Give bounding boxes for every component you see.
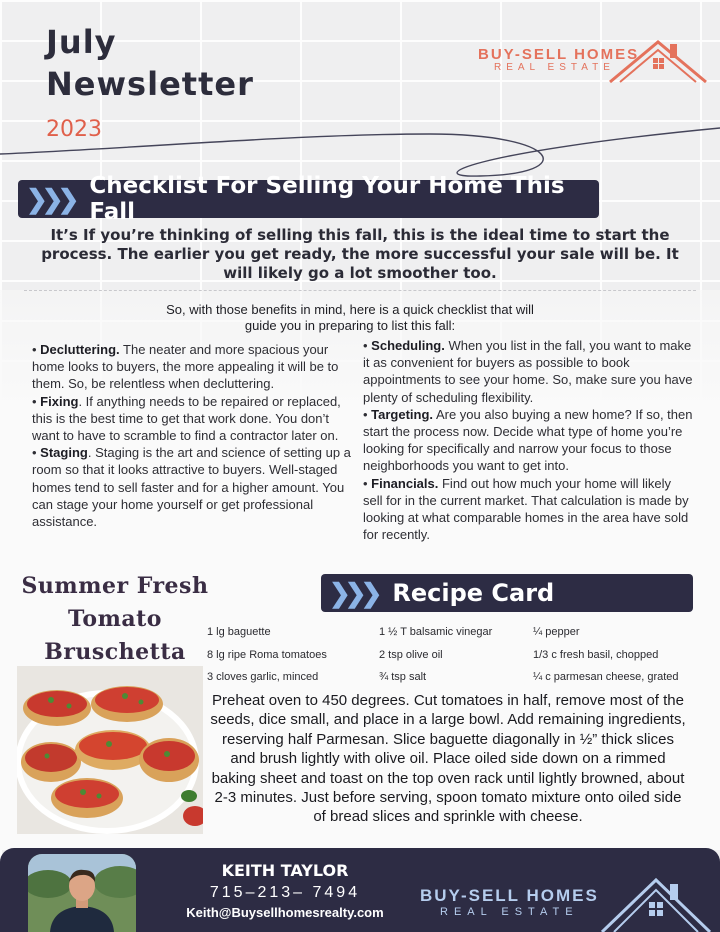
- checklist-column-right: [363, 337, 693, 543]
- ingredient: 1/3 c fresh basil, chopped: [533, 648, 659, 661]
- newsletter-header: [46, 22, 254, 148]
- item-label: Scheduling.: [371, 338, 445, 353]
- item-text: When you list in the fall, you want to make it as convenient for buyers as possible to book appointments to see your home. So, make sure you have plenty of scheduling flexibility.: [363, 338, 693, 405]
- double-chevron-right-icon: ❯❯❯: [26, 184, 74, 214]
- agent-name: KEITH TAYLOR: [221, 861, 349, 880]
- lead-line-2: guide you in preparing to list this fall:: [244, 318, 456, 333]
- divider: [24, 290, 696, 291]
- recipe-heading: Recipe Card: [392, 579, 555, 607]
- ingredient: 2 tsp olive oil: [379, 648, 443, 661]
- checklist-item: • Financials. Find out how much your home will likely sell for in the current market. That calculation is made by looking at what comparable homes in the area have sold for recently.: [363, 475, 689, 543]
- checklist-item: • Decluttering. The neater and more spacious your home looks to buyers, the more appealing it will be to them. So, be relentless when decluttering.: [32, 342, 339, 392]
- checklist-item: • Scheduling. When you list in the fall, you want to make it as convenient for buyers as possible to book appointments to see your home. So, make sure you have plenty of scheduling flexibility.: [363, 338, 693, 405]
- checklist-item: • Fixing. If anything needs to be repaired or replaced, this is the best time to get that work done. You don’t want to have to scramble to find a contractor later on.: [32, 393, 341, 444]
- ingredient: 8 lg ripe Roma tomatoes: [207, 648, 327, 661]
- brand-name: BUY-SELL HOMES: [420, 886, 599, 905]
- agent-phone[interactable]: 715–213– 7494: [209, 884, 361, 901]
- ingredient: 3 cloves garlic, minced: [207, 671, 319, 683]
- brand-tagline: REAL ESTATE: [440, 906, 579, 918]
- brand-logo-top: [478, 40, 714, 90]
- checklist-banner: [18, 173, 599, 225]
- header-title: Newsletter: [46, 65, 254, 103]
- checklist-intro: It’s If you’re thinking of selling this fall, this is the ideal time to start the process. The earlier you get ready, the more successful your sale will be. It will likely go a lot smoother too.: [41, 226, 679, 282]
- house-roof-icon: [606, 36, 714, 86]
- agent-avatar: [28, 854, 136, 932]
- header-year: 2023: [46, 117, 102, 142]
- checklist-heading: Checklist For Selling Your Home This Fall: [89, 173, 565, 225]
- bruschetta-photo: [17, 666, 203, 834]
- ingredient: 1 lg baguette: [207, 626, 271, 638]
- recipe-title-line: Summer Fresh: [21, 573, 209, 599]
- brand-tagline: REAL ESTATE: [494, 62, 615, 73]
- item-text: . Staging is the art and science of setting up a room so that it looks attractive to buyers. Well-staged homes tend to sell faster and for a higher amount. You can stage your home yourself or get professional assistance.: [32, 445, 351, 530]
- recipe-title-line: Tomato: [68, 606, 162, 632]
- recipe-instructions: Preheat oven to 450 degrees. Cut tomatoes in half, remove most of the seeds, dice small, and place in a large bowl. Add remaining ingredients, reserving half Parmesan. Slice baguette diagonally in ½” thick slices and brush lightly with olive oil. Place oiled side down on a rimmed baking sheet and toast on the top oven rack until lightly browned, about 2-3 minutes. Just before serving, spoon tomato mixture onto oiled side of bread slices and sprinkle with cheese.: [210, 692, 686, 826]
- ingredient: ¾ tsp salt: [379, 671, 427, 683]
- agent-email[interactable]: Keith@Buysellhomesrealty.com: [186, 905, 384, 920]
- recipe-banner: [321, 574, 693, 612]
- lead-line-1: So, with those benefits in mind, here is a quick checklist that will: [166, 302, 534, 317]
- item-text: Are you also buying a new home? If so, then start the process now. Decide what type of home you’re looking for specifically and narrow your focus to those neighborhoods you want to get into.: [363, 406, 693, 474]
- recipe-title-line: Bruschetta: [44, 639, 186, 665]
- ingredients-column-3: [533, 621, 679, 689]
- brand-name: BUY-SELL HOMES: [478, 46, 640, 63]
- item-text: The neater and more spacious your home looks to buyers, the more appealing it will be to them. So, be relentless when decluttering.: [32, 342, 339, 392]
- ingredients-column-2: [379, 621, 492, 689]
- ingredient: ¼ pepper: [533, 626, 580, 638]
- item-label: Decluttering.: [40, 342, 120, 357]
- checklist-item: • Staging. Staging is the art and science of setting up a room so that it looks attractive to buyers. Well-staged homes tend to sell faster and for a higher amount. You can stage your home yourself or get professional assistance.: [32, 445, 351, 530]
- checklist-item: • Targeting. Are you also buying a new home? If so, then start the process now. Decide what type of home you’re looking for specifically and narrow your focus to those neighborhoods you want to get into.: [363, 406, 693, 474]
- recipe-title: [20, 570, 210, 669]
- checklist-lead: [140, 302, 560, 334]
- item-label: Fixing: [40, 393, 79, 409]
- item-text: . If anything needs to be repaired or replaced, this is the best time to get that work done. You don’t want to have to scramble to find a contractor later on.: [32, 393, 341, 444]
- checklist-column-left: [32, 341, 352, 530]
- header-month: July: [46, 23, 117, 61]
- item-text: Find out how much your home will likely sell for in the current market. That calculation is made by looking at what comparable homes in the area have sold for recently.: [363, 475, 689, 543]
- item-label: Targeting.: [371, 406, 434, 422]
- agent-contact: [170, 860, 400, 922]
- ingredient: 1 ½ T balsamic vinegar: [379, 626, 493, 638]
- item-label: Staging: [40, 445, 88, 461]
- ingredient: ¼ c parmesan cheese, grated: [533, 671, 679, 683]
- item-label: Financials.: [371, 475, 439, 491]
- brand-logo-footer: [420, 874, 720, 932]
- double-chevron-right-icon: ❯❯❯: [329, 578, 377, 608]
- house-roof-icon: [598, 874, 720, 932]
- ingredients-column-1: [207, 621, 327, 689]
